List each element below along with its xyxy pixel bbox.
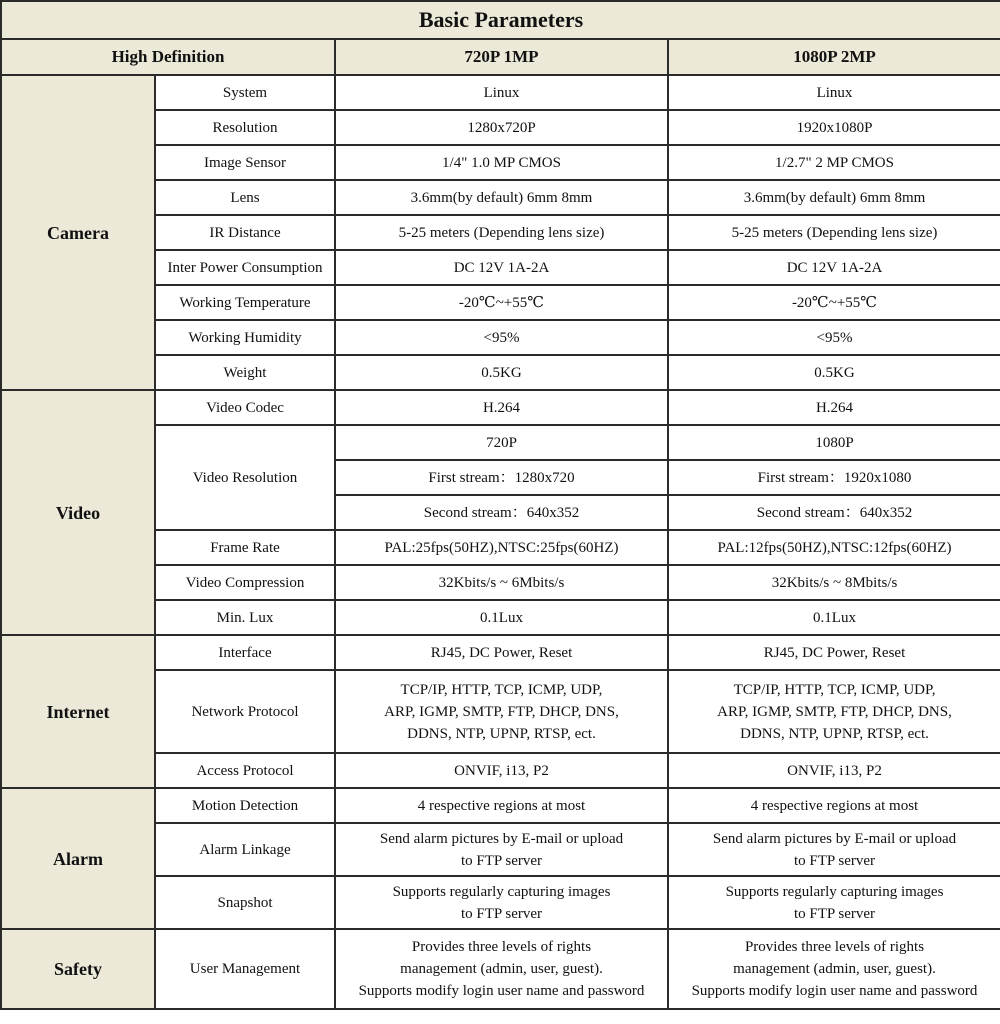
cell-line: Supports regularly capturing images — [725, 883, 944, 900]
category-video: Video — [1, 390, 155, 635]
cell-line: to FTP server — [460, 852, 543, 869]
cell-value: 1920x1080P — [668, 110, 1000, 145]
cell-line: to FTP server — [460, 905, 543, 922]
row-label-frame-rate: Frame Rate — [155, 530, 335, 565]
cell-value: -20℃~+55℃ — [335, 285, 668, 320]
cell-value: ONVIF, i13, P2 — [335, 753, 668, 788]
cell-value: <95% — [335, 320, 668, 355]
cell-value-multiline — [335, 823, 668, 876]
row-label-video-resolution: Video Resolution — [155, 425, 335, 530]
cell-value: RJ45, DC Power, Reset — [335, 635, 668, 670]
category-safety: Safety — [1, 929, 155, 1009]
cell-value: H.264 — [668, 390, 1000, 425]
category-internet: Internet — [1, 635, 155, 788]
row-label-user-management: User Management — [155, 929, 335, 1009]
row-label-motion-detection: Motion Detection — [155, 788, 335, 823]
cell-line: DDNS, NTP, UPNP, RTSP, ect. — [407, 725, 596, 742]
cell-value-multiline — [335, 929, 668, 1009]
cell-line: TCP/IP, HTTP, TCP, ICMP, UDP, — [733, 681, 936, 698]
header-high-definition: High Definition — [1, 39, 335, 75]
cell-line: Supports modify login user name and password — [358, 983, 645, 999]
cell-value: <95% — [668, 320, 1000, 355]
cell-value: Linux — [668, 75, 1000, 110]
cell-value: ONVIF, i13, P2 — [668, 753, 1000, 788]
cell-value: PAL:12fps(50HZ),NTSC:12fps(60HZ) — [668, 530, 1000, 565]
cell-value: 1280x720P — [335, 110, 668, 145]
row-label-alarm-linkage: Alarm Linkage — [155, 823, 335, 876]
cell-line: ARP, IGMP, SMTP, FTP, DHCP, DNS, — [717, 703, 952, 720]
cell-line: Send alarm pictures by E-mail or upload — [712, 830, 957, 847]
cell-value: DC 12V 1A-2A — [335, 250, 668, 285]
cell-value: First stream：1280x720 — [335, 460, 668, 495]
row-label-video-codec: Video Codec — [155, 390, 335, 425]
cell-value: PAL:25fps(50HZ),NTSC:25fps(60HZ) — [335, 530, 668, 565]
cell-line: TCP/IP, HTTP, TCP, ICMP, UDP, — [400, 681, 603, 698]
row-label-power-consumption: Inter Power Consumption — [155, 250, 335, 285]
cell-value: 5-25 meters (Depending lens size) — [335, 215, 668, 250]
cell-value: 5-25 meters (Depending lens size) — [668, 215, 1000, 250]
cell-line: to FTP server — [793, 852, 876, 869]
cell-line: Supports modify login user name and password — [691, 983, 978, 999]
row-label-ir-distance: IR Distance — [155, 215, 335, 250]
cell-value: 720P — [335, 425, 668, 460]
row-label-access-protocol: Access Protocol — [155, 753, 335, 788]
cell-value: 0.5KG — [668, 355, 1000, 390]
cell-line: Provides three levels of rights — [411, 939, 592, 955]
cell-value: Second stream：640x352 — [668, 495, 1000, 530]
cell-value: First stream：1920x1080 — [668, 460, 1000, 495]
cell-value-multiline — [335, 670, 668, 753]
cell-value: H.264 — [335, 390, 668, 425]
cell-line: DDNS, NTP, UPNP, RTSP, ect. — [740, 725, 929, 742]
cell-line: ARP, IGMP, SMTP, FTP, DHCP, DNS, — [384, 703, 619, 720]
row-label-network-protocol: Network Protocol — [155, 670, 335, 753]
row-label-snapshot: Snapshot — [155, 876, 335, 929]
cell-value: 32Kbits/s ~ 8Mbits/s — [668, 565, 1000, 600]
cell-line: to FTP server — [793, 905, 876, 922]
cell-value: RJ45, DC Power, Reset — [668, 635, 1000, 670]
header-720p: 720P 1MP — [335, 39, 668, 75]
row-label-system: System — [155, 75, 335, 110]
row-label-video-compression: Video Compression — [155, 565, 335, 600]
row-label-weight: Weight — [155, 355, 335, 390]
category-camera: Camera — [1, 75, 155, 390]
cell-value: 1/4" 1.0 MP CMOS — [335, 145, 668, 180]
cell-value: 3.6mm(by default) 6mm 8mm — [335, 180, 668, 215]
cell-line: management (admin, user, guest). — [400, 961, 603, 977]
cell-value: 4 respective regions at most — [335, 788, 668, 823]
row-label-interface: Interface — [155, 635, 335, 670]
cell-value: Second stream：640x352 — [335, 495, 668, 530]
cell-value: 0.5KG — [335, 355, 668, 390]
row-label-image-sensor: Image Sensor — [155, 145, 335, 180]
table-title: Basic Parameters — [1, 1, 1000, 39]
cell-value-multiline — [335, 876, 668, 929]
cell-value-multiline — [668, 929, 1000, 1009]
row-label-lens: Lens — [155, 180, 335, 215]
cell-value: 0.1Lux — [668, 600, 1000, 635]
row-label-working-humidity: Working Humidity — [155, 320, 335, 355]
cell-value: 1080P — [668, 425, 1000, 460]
row-label-min-lux: Min. Lux — [155, 600, 335, 635]
cell-value: Linux — [335, 75, 668, 110]
cell-line: Provides three levels of rights — [744, 939, 925, 955]
cell-value: 32Kbits/s ~ 6Mbits/s — [335, 565, 668, 600]
category-alarm: Alarm — [1, 788, 155, 929]
cell-value: 4 respective regions at most — [668, 788, 1000, 823]
row-label-working-temperature: Working Temperature — [155, 285, 335, 320]
cell-value: DC 12V 1A-2A — [668, 250, 1000, 285]
cell-value-multiline — [668, 670, 1000, 753]
cell-line: Send alarm pictures by E-mail or upload — [379, 830, 624, 847]
row-label-resolution: Resolution — [155, 110, 335, 145]
cell-value-multiline — [668, 823, 1000, 876]
cell-value: 3.6mm(by default) 6mm 8mm — [668, 180, 1000, 215]
cell-line: management (admin, user, guest). — [733, 961, 936, 977]
cell-value: 1/2.7" 2 MP CMOS — [668, 145, 1000, 180]
cell-line: Supports regularly capturing images — [392, 883, 611, 900]
header-1080p: 1080P 2MP — [668, 39, 1000, 75]
cell-value-multiline — [668, 876, 1000, 929]
cell-value: 0.1Lux — [335, 600, 668, 635]
cell-value: -20℃~+55℃ — [668, 285, 1000, 320]
